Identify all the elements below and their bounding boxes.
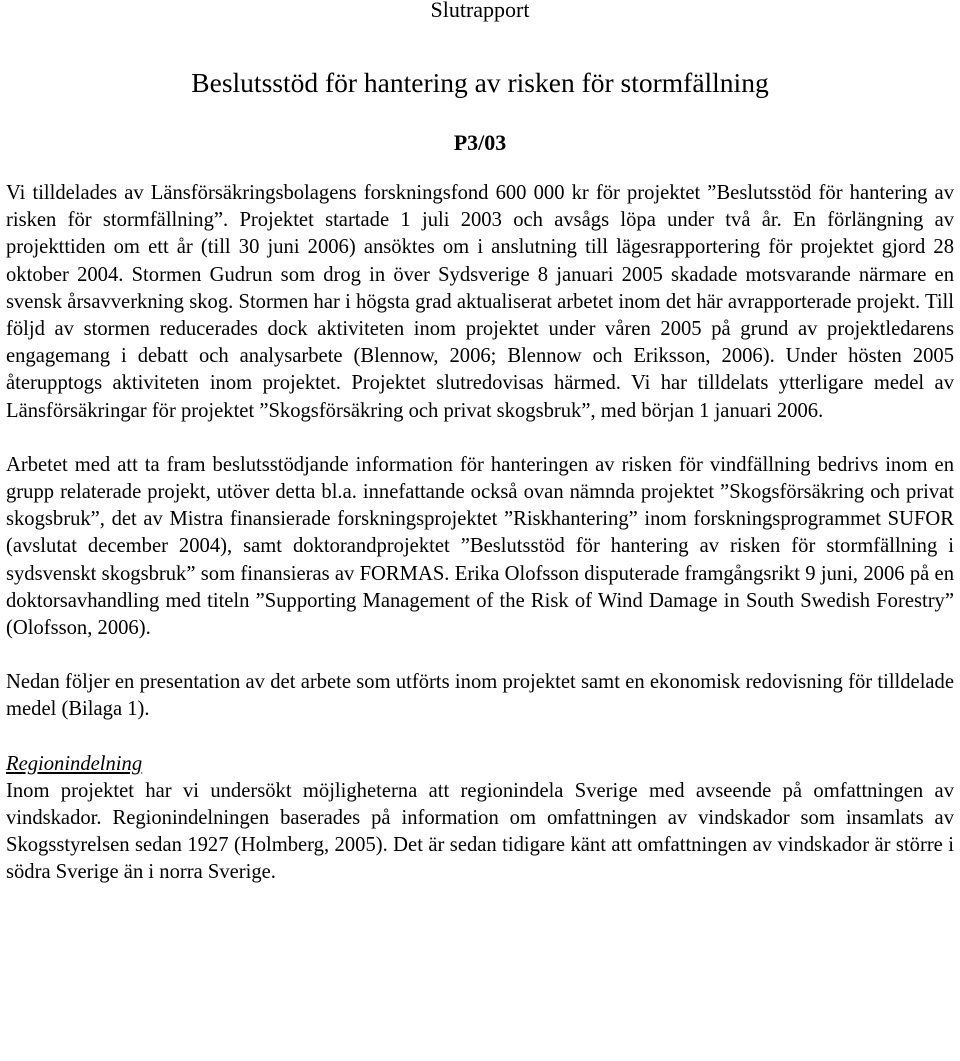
paragraph-regionindelning: Inom projektet har vi undersökt möjligheterna att regionindela Sverige med avseende på omfattningen av vindskador. Regionindelningen baserades på information om omfattningen av vindskador som insamlats av Skogsstyrelsen sedan 1927 (Holmberg, 2005). Det är sedan tidigare känt att omfattningen av vindskador är större i södra Sverige än i norra Sverige. — [6, 779, 954, 884]
running-head: Slutrapport — [430, 0, 530, 22]
paragraph-intro: Vi tilldelades av Länsförsäkringsbolagens forskningsfond 600 000 kr för projektet ”Beslutsstöd för hantering av risken för stormfällning”. Projektet startade 1 juli 2003 och avsågs löpa under två år. En förlängning av projekttiden om ett år (till 30 juni 2006) ansöktes om i anslutning till lägesrapportering för projektet gjord 28 oktober 2004. Stormen Gudrun som drog in över Sydsverige 8 januari 2005 skadade motsvarande närmare en svensk årsavverkning skog. Stormen har i högsta grad aktualiserat arbetet inom det här avrapporterade projekt. Till följd av stormen reducerades dock aktiviteten inom projektet under våren 2005 på grund av projektledarens engagemang i debatt och analysarbete (Blennow, 2006; Blennow och Eriksson, 2006). Under hösten 2005 återupptogs aktiviteten inom projektet. Projektet slutredovisas härmed. Vi har tilldelats ytterligare medel av Länsförsäkringar för projektet ”Skogsförsäkring och privat skogsbruk”, med början 1 januari 2006. — [6, 182, 954, 422]
paragraph-overview: Nedan följer en presentation av det arbete som utförts inom projektet samt en ekonomisk redovisning för tilldelade medel (Bilaga 1). — [6, 671, 954, 721]
section-heading-regionindelning: Regionindelning — [6, 752, 143, 775]
document-title: Beslutsstöd för hantering av risken för stormfällning — [191, 67, 769, 98]
project-code: P3/03 — [453, 130, 507, 155]
paragraph-related-projects: Arbetet med att ta fram beslutsstödjande information för hanteringen av risken för vindfällning bedrivs inom en grupp relaterade projekt, utöver detta bl.a. innefattande också ovan nämnda projektet ”Skogsförsäkring och privat skogsbruk”, det av Mistra finansierade forskningsprojektet ”Riskhantering” inom forskningsprogrammet SUFOR (avslutat december 2004), samt doktorandprojektet ”Beslutsstöd för hantering av risken för stormfällning i sydsvenskt skogsbruk” som finansieras av FORMAS. Erika Olofsson disputerade framgångsrikt 9 juni, 2006 på en doktorsavhandling med titeln ”Supporting Management of the Risk of Wind Damage in South Swedish Forestry” (Olofsson, 2006). — [6, 453, 954, 640]
